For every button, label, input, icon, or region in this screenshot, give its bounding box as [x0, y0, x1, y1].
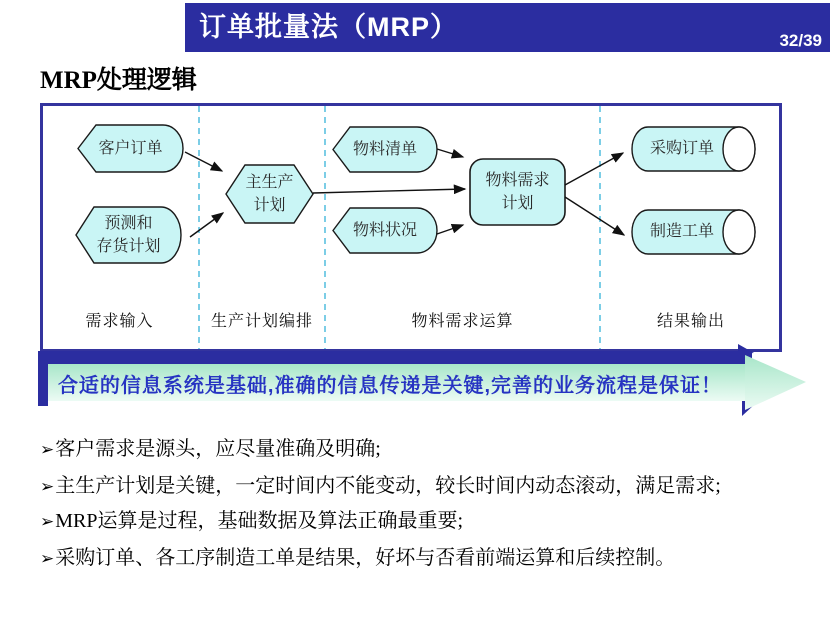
- node-mps: [226, 165, 313, 223]
- node-forecast: [76, 207, 181, 263]
- arrow-mrp-to-po: [565, 153, 623, 185]
- lane-production-planning: 生产计划编排: [210, 312, 313, 330]
- node-mrp-line2: 计划: [501, 195, 534, 212]
- node-customer-order: [78, 125, 183, 172]
- page-number: 32/39: [779, 31, 822, 50]
- node-mps-line1: 主生产: [245, 173, 294, 191]
- arrow-mps-to-mrp: [313, 189, 465, 193]
- bullet-1-text: 客户需求是源头，应尽量准确及明确;: [55, 438, 381, 460]
- banner-left-bar: [38, 351, 48, 406]
- arrow-forecast-to-mps: [190, 213, 223, 237]
- bullet-4: [40, 541, 810, 570]
- node-material-status-text: 物料状况: [352, 221, 417, 239]
- node-bom: [333, 127, 437, 172]
- slide-title: 订单批量法（MRP）: [199, 12, 458, 42]
- lane-result-output: 结果输出: [656, 312, 725, 330]
- bullet-2: [40, 469, 810, 498]
- lane-mrp-calculation: 物料需求运算: [411, 312, 514, 330]
- node-work-order: [632, 210, 732, 254]
- node-mrp: [470, 159, 565, 225]
- banner-head: [745, 355, 806, 410]
- node-forecast-line1: 预测和: [104, 214, 153, 232]
- bullet-3: [40, 504, 810, 533]
- banner-text: 合适的信息系统是基础,准确的信息传递是关键,完善的业务流程是保证！: [57, 374, 723, 397]
- arrow-status-to-mrp: [437, 225, 463, 234]
- bullet-1: [40, 432, 810, 461]
- arrow-bom-to-mrp: [437, 149, 463, 157]
- node-forecast-line2: 存货计划: [96, 238, 161, 255]
- arrow-mrp-to-wo: [565, 197, 624, 235]
- bullet-4-text: 采购订单、各工序制造工单是结果，好坏与否看前端运算和后续控制。: [55, 547, 676, 569]
- bullet-3-text: MRP运算是过程，基础数据及算法正确最重要;: [55, 510, 464, 532]
- node-purchase-order-text: 采购订单: [649, 140, 714, 158]
- node-purchase-order: [632, 127, 732, 171]
- node-bom-text: 物料清单: [352, 140, 417, 158]
- node-mrp-line1: 物料需求: [485, 171, 550, 189]
- bullet-4-arrow-icon: ➢: [40, 549, 55, 568]
- lane-demand-input: 需求输入: [85, 312, 154, 330]
- bullet-1-arrow-icon: ➢: [40, 440, 55, 459]
- node-work-order-text: 制造工单: [649, 223, 714, 241]
- arrow-customer-to-mps: [185, 152, 222, 171]
- bullet-3-arrow-icon: ➢: [40, 512, 55, 531]
- section-heading: MRP处理逻辑: [40, 67, 197, 94]
- node-material-status: [333, 208, 437, 253]
- node-customer-order-text: 客户订单: [98, 139, 163, 157]
- bullet-2-arrow-icon: ➢: [40, 477, 55, 496]
- bullet-2-text: 主生产计划是关键，一定时间内不能变动，较长时间内动态滚动，满足需求;: [55, 475, 721, 497]
- header-bar: [185, 3, 830, 52]
- banner-top-bar: [38, 351, 738, 364]
- node-mps-line2: 计划: [253, 197, 286, 214]
